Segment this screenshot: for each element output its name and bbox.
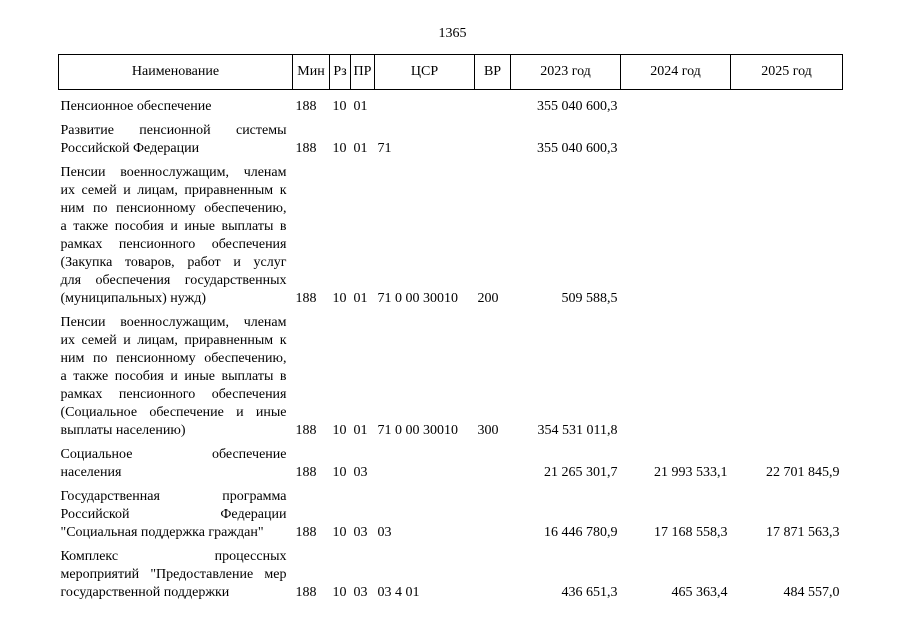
row-name: [59, 90, 293, 117]
row-rz: 10: [332, 525, 347, 540]
row-amount-2023: 16 446 780,9: [544, 525, 618, 540]
row-rz: 10: [332, 465, 347, 480]
row-amount-2023: 354 531 011,8: [537, 423, 618, 438]
table-row: [59, 440, 843, 482]
row-amount-2024: 465 363,4: [671, 585, 728, 600]
row-rz: 10: [332, 585, 347, 600]
row-amount-2024: [621, 90, 731, 117]
row-amount-2023: 355 040 600,3: [537, 99, 618, 114]
row-rz: 10: [332, 291, 347, 306]
row-csr: 71: [377, 141, 392, 156]
row-name-line: мероприятий "Предоставление мер: [60, 567, 287, 582]
col-header-pr: ПР: [351, 55, 375, 90]
row-name-line: Социальное обеспечение: [60, 447, 287, 462]
row-amount-2025: 17 871 563,3: [766, 525, 840, 540]
row-pr: 03: [353, 585, 368, 600]
row-amount-2024: 17 168 558,3: [654, 525, 728, 540]
row-csr: [375, 440, 475, 482]
row-vr: [475, 440, 511, 482]
row-amount-2023: 509 588,5: [561, 291, 618, 306]
row-name-line: Российской Федерации: [60, 141, 200, 156]
table-row: [59, 542, 843, 602]
row-rz: 10: [332, 141, 347, 156]
row-amount-2023: 355 040 600,3: [537, 141, 618, 156]
table-row: [59, 158, 843, 308]
row-name-line: (Социальное обеспечение и иные: [60, 405, 287, 420]
row-vr: [475, 90, 511, 117]
row-name-line: их семей и лицам, приравненным к: [60, 333, 287, 348]
row-pr: 03: [353, 465, 368, 480]
row-name-line: Развитие пенсионной системы: [60, 123, 287, 138]
row-amount-2025: [731, 308, 843, 440]
row-amount-2025: 22 701 845,9: [766, 465, 840, 480]
row-min: 188: [295, 99, 317, 114]
row-name-line: выплаты населению): [60, 423, 186, 438]
row-name-line: ним по пенсионному обеспечению,: [60, 201, 287, 216]
row-name-line: Пенсии военнослужащим, членам: [60, 315, 287, 330]
row-name-line: для обеспечения государственных: [60, 273, 287, 288]
row-amount-2025: [731, 90, 843, 117]
row-amount-2025: 484 557,0: [783, 585, 840, 600]
row-amount-2025: [731, 116, 843, 158]
table-header-row: [59, 55, 843, 90]
row-min: 188: [295, 141, 317, 156]
table-row: [59, 90, 843, 117]
row-name-line: Государственная программа: [60, 489, 287, 504]
row-name-line: государственной поддержки: [60, 585, 230, 600]
row-amount-2023: 436 651,3: [561, 585, 618, 600]
row-amount-2023: 21 265 301,7: [544, 465, 618, 480]
row-name-line: их семей и лицам, приравненным к: [60, 183, 287, 198]
row-amount-2024: [621, 116, 731, 158]
table-body: [59, 90, 843, 603]
row-vr: [475, 482, 511, 542]
row-amount-2025: [731, 158, 843, 308]
col-header-2024: 2024 год: [621, 55, 731, 90]
row-csr: 03: [377, 525, 392, 540]
row-name: [59, 116, 293, 158]
col-header-2023: 2023 год: [511, 55, 621, 90]
row-rz: 10: [332, 423, 347, 438]
table-row: [59, 308, 843, 440]
row-name: [59, 158, 293, 308]
col-header-csr: ЦСР: [375, 55, 475, 90]
page-number: 1365: [438, 26, 467, 41]
row-name-line: рамках пенсионного обеспечения: [60, 387, 287, 402]
row-csr: [375, 90, 475, 117]
budget-table: [58, 54, 843, 602]
row-name-line: населения: [60, 465, 122, 480]
row-pr: 01: [353, 141, 368, 156]
row-name-line: Пенсионное обеспечение: [60, 99, 212, 114]
row-rz: 10: [332, 99, 347, 114]
row-name-line: а также пособия и иные выплаты в: [60, 369, 287, 384]
row-name: [59, 440, 293, 482]
row-name: [59, 308, 293, 440]
row-name-line: (Закупка товаров, работ и услуг: [60, 255, 287, 270]
row-name-line: рамках пенсионного обеспечения: [60, 237, 287, 252]
row-min: 188: [295, 423, 317, 438]
row-min: 188: [295, 525, 317, 540]
row-name-line: (муниципальных) нужд): [60, 291, 207, 306]
row-vr: 300: [477, 423, 499, 438]
row-name-line: а также пособия и иные выплаты в: [60, 219, 287, 234]
row-csr: 71 0 00 30010: [377, 423, 458, 438]
col-header-rz: Рз: [330, 55, 351, 90]
row-name: [59, 482, 293, 542]
row-name-line: ним по пенсионному обеспечению,: [60, 351, 287, 366]
table-row: [59, 482, 843, 542]
col-header-min: Мин: [293, 55, 330, 90]
row-name-line: Пенсии военнослужащим, членам: [60, 165, 287, 180]
col-header-name: Наименование: [59, 55, 293, 90]
row-pr: 03: [353, 525, 368, 540]
row-pr: 01: [353, 291, 368, 306]
row-amount-2024: [621, 158, 731, 308]
col-header-vr: ВР: [475, 55, 511, 90]
row-pr: 01: [353, 423, 368, 438]
row-name-line: "Социальная поддержка граждан": [60, 525, 264, 540]
row-name-line: Комплекс процессных: [60, 549, 287, 564]
row-name: [59, 542, 293, 602]
row-amount-2024: 21 993 533,1: [654, 465, 728, 480]
row-csr: 71 0 00 30010: [377, 291, 458, 306]
row-min: 188: [295, 465, 317, 480]
col-header-2025: 2025 год: [731, 55, 843, 90]
table-row: [59, 116, 843, 158]
row-vr: [475, 542, 511, 602]
row-min: 188: [295, 291, 317, 306]
row-pr: 01: [353, 99, 368, 114]
row-name-line: Российской Федерации: [60, 507, 287, 522]
row-vr: 200: [477, 291, 499, 306]
row-vr: [475, 116, 511, 158]
row-min: 188: [295, 585, 317, 600]
row-amount-2024: [621, 308, 731, 440]
row-csr: 03 4 01: [377, 585, 420, 600]
